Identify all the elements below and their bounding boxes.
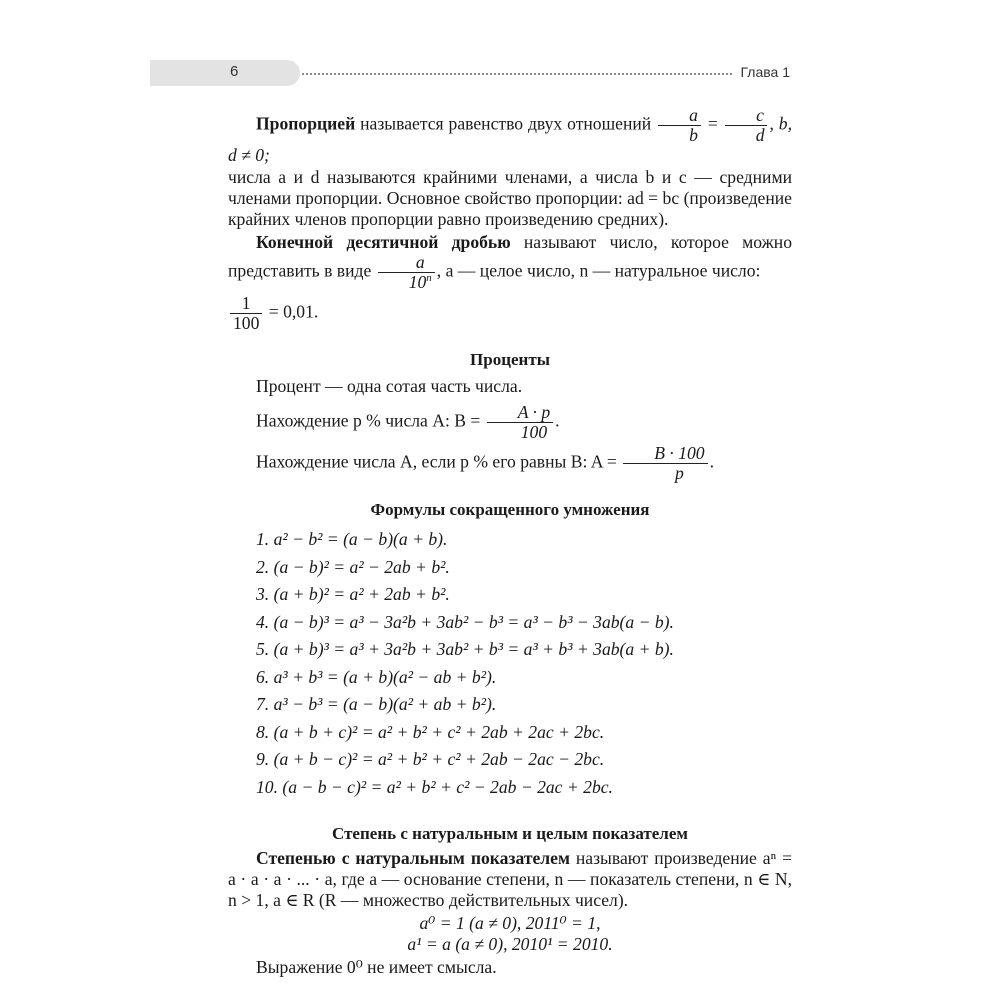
decimal-example-num: 1 [230, 294, 262, 314]
decimal-text: называют число, которое можно представить в виде [228, 232, 792, 281]
power-note: Выражение 0⁰ не имеет смысла. [256, 957, 497, 977]
proportion-condition: , b, d ≠ 0; [228, 113, 792, 165]
formula-item: 6. a³ + b³ = (a + b)(a² − ab + b²). [256, 666, 497, 687]
formula-item: 3. (a + b)² = a² + 2ab + b². [256, 584, 450, 604]
percent-fraction-2: $\frac{B \cdot 100}{p}$ [623, 444, 707, 483]
percent-line-1: Процент — одна сотая часть числа. [256, 376, 523, 396]
header-dotted-rule [302, 73, 732, 75]
percent-line-3: Нахождение числа A, если p % его равны B: A = $\frac{B \cdot 100}{p}$ . [256, 443, 714, 483]
formulas-heading: Формулы сокращенного умножения [370, 500, 650, 519]
percent-heading: Проценты [470, 350, 550, 369]
formula-item: 8. (a + b + c)² = a² + b² + c² + 2ab + 2ac + 2bc. [256, 721, 605, 742]
decimal-paragraph [228, 232, 792, 292]
page-number: 6 [230, 63, 239, 80]
decimal-example-fraction [230, 294, 262, 333]
proportion-fraction-cd: $\frac{c}{d}$ [725, 106, 768, 145]
decimal-text-2: , a — целое число, n — натуральное число: [436, 260, 761, 281]
formula-item: 9. (a + b − c)² = a² + b² + c² + 2ab − 2ac − 2bc. [256, 749, 605, 769]
power-heading: Степень с натуральным и целым показателем [332, 824, 688, 843]
percent-fraction-1: $\frac{A \cdot p}{100}$ [487, 403, 553, 442]
decimal-example [228, 294, 792, 333]
decimal-term: Конечной десятичной дробью [256, 232, 511, 252]
decimal-example-result: = 0,01. [264, 301, 319, 322]
proportion-text: называется равенство двух отношений [355, 113, 657, 134]
page-number-tab [150, 60, 300, 86]
power-definition-text: называют произведение aⁿ = a · a · a · ... · a, где a — основание степени, n — показатель степени, n ∈ N, n > 1, a ∈ R (R — множество действительных чисел). [228, 848, 792, 910]
page-body [228, 106, 792, 978]
formulas-list [228, 526, 792, 801]
power-equation-2: a¹ = a (a ≠ 0), 2010¹ = 2010. [407, 934, 613, 954]
formula-item: 4. (a − b)³ = a³ − 3a²b + 3ab² − b³ = a³ − b³ − 3ab(a − b). [256, 611, 674, 632]
decimal-fraction: $\frac{a}{10^n}$ [378, 253, 435, 292]
page-header [150, 60, 790, 86]
formula-item: 10. (a − b − c)² = a² + b² + c² − 2ab − 2ac + 2bc. [256, 776, 613, 797]
power-term: Степенью с натуральным показателем [256, 848, 570, 868]
percent-line-2: Нахождение p % числа A: B = $\frac{A \cdot p}{100}$ . [256, 402, 560, 442]
formula-item: 7. a³ − b³ = (a − b)(a² + ab + b²). [256, 694, 497, 714]
proportion-definition: числа a и d называются крайними членами, а числа b и c — средними членами пропорции. Основное свойство пропорции: ad = bc (произведение крайних членов пропорции равно произведению средних). [228, 167, 792, 229]
formula-item: 1. a² − b² = (a − b)(a + b). [256, 529, 448, 549]
formula-item: 2. (a − b)² = a² − 2ab + b². [256, 556, 450, 577]
power-equation-1: a⁰ = 1 (a ≠ 0), 2011⁰ = 1, [419, 913, 601, 933]
formula-item: 5. (a + b)³ = a³ + 3a²b + 3ab² + b³ = a³ + b³ + 3ab(a + b). [256, 639, 674, 659]
proportion-fraction-ab: $\frac{a}{b}$ [658, 106, 701, 145]
decimal-example-den: 100 [233, 313, 260, 333]
chapter-title: Глава 1 [740, 64, 790, 80]
power-definition [228, 848, 792, 911]
proportion-paragraph: Пропорцией называется равенство двух отношений $\frac{a}{b}$ = $\frac{c}{d}$ , b, d ≠ 0; [228, 105, 792, 165]
proportion-term: Пропорцией [256, 113, 356, 134]
